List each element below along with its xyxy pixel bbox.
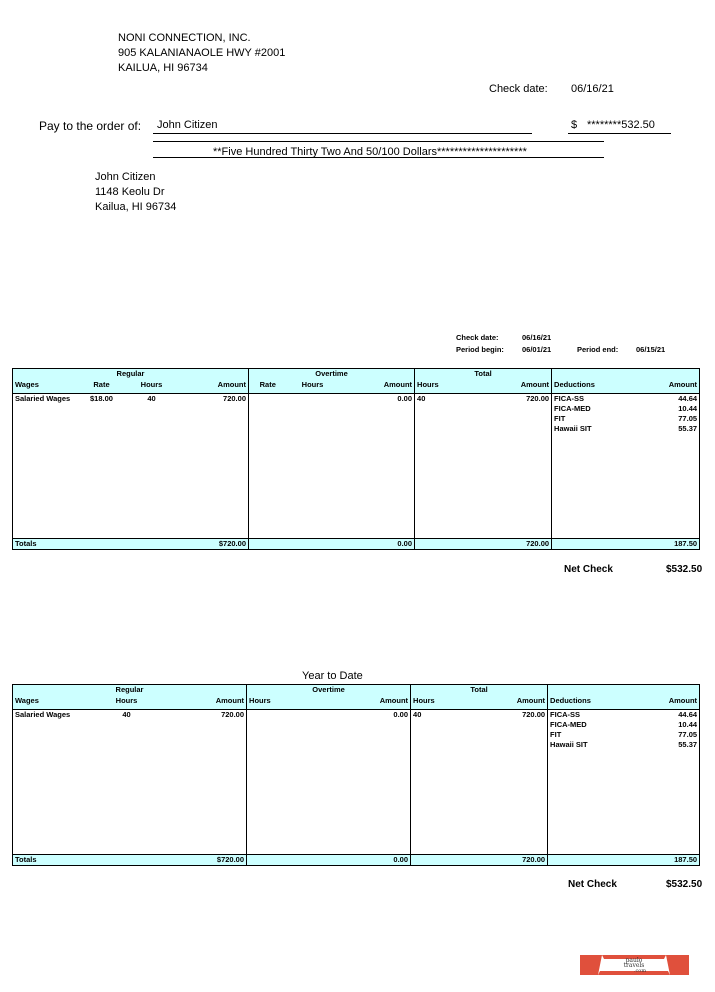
overtime-group-header: Overtime [249, 369, 415, 380]
period-begin-label: Period begin: [456, 345, 504, 354]
period-begin: 06/01/21 [522, 345, 552, 354]
table-row [13, 394, 700, 539]
amount-line [568, 133, 671, 134]
wage-type: Salaried Wages [15, 394, 71, 403]
check-date-value: 06/16/21 [571, 83, 614, 95]
col-ot-amount: Amount [339, 379, 415, 394]
ytd-totals-label: Totals [13, 855, 97, 866]
ytd-col-hours: Hours [97, 695, 157, 710]
list-item: FICA-SS 44.64 [550, 710, 698, 719]
payee-address-street: 1148 Keolu Dr [95, 186, 165, 198]
ytd-ot-amount: 0.00 [393, 710, 409, 719]
ytd-col-total-amount: Amount [461, 695, 548, 710]
col-total-hours: Hours [415, 379, 465, 394]
check-amount: ********532.50 [587, 119, 655, 131]
list-item: Hawaii SIT 55.37 [550, 740, 698, 749]
ytd-totals-total-amount: 720.00 [461, 855, 548, 866]
ot-amount: 0.00 [397, 394, 413, 403]
col-deductions: Deductions [552, 379, 632, 394]
stub-check-date-label: Check date: [456, 333, 499, 342]
ytd-earnings-table [12, 684, 700, 866]
dollar-sign: $ [571, 119, 578, 131]
watermark-logo [580, 953, 689, 977]
payee-address-name: John Citizen [95, 171, 156, 183]
ytd-net-check-label: Net Check [568, 879, 617, 890]
col-hours: Hours [127, 379, 177, 394]
period-end: 06/15/21 [636, 345, 666, 354]
check-date-label: Check date: [489, 83, 548, 95]
ytd-col-ot-amount: Amount [309, 695, 411, 710]
ytd-title: Year to Date [302, 670, 363, 682]
ytd-col-amount: Amount [157, 695, 247, 710]
list-item: FIT 77.05 [554, 414, 698, 423]
ytd-wage-type: Salaried Wages [15, 710, 71, 719]
wage-rate: $18.00 [90, 394, 113, 403]
regular-group-header: Regular [13, 369, 249, 380]
list-item: Hawaii SIT 55.37 [554, 424, 698, 433]
list-item: FICA-SS 44.64 [554, 394, 698, 403]
svg-text:paulo: paulo [625, 957, 643, 964]
payee-address-city: Kailua, HI 96734 [95, 201, 177, 213]
amount-words-top-line [153, 141, 604, 142]
ytd-col-deductions: Deductions [548, 695, 632, 710]
totals-deductions: 187.50 [632, 539, 700, 550]
ytd-totals-amount: $720.00 [157, 855, 247, 866]
net-check-amount: $532.50 [666, 564, 703, 575]
amount-words-bottom-line [153, 157, 604, 158]
pay-to-label: Pay to the order of: [39, 119, 142, 133]
stub-check-date: 06/16/21 [522, 333, 552, 342]
company-address-line2: KAILUA, HI 96734 [118, 62, 208, 74]
ytd-col-wages: Wages [13, 695, 97, 710]
totals-amount: $720.00 [177, 539, 249, 550]
deductions-list [552, 394, 700, 539]
company-name: NONI CONNECTION, INC. [118, 32, 251, 44]
ytd-totals-deductions: 187.50 [632, 855, 700, 866]
ytd-wage-amount: 720.00 [221, 710, 245, 719]
list-item: FICA-MED 10.44 [554, 404, 698, 413]
col-total-amount: Amount [465, 379, 552, 394]
ytd-col-deduction-amount: Amount [632, 695, 700, 710]
table-row [13, 710, 700, 855]
total-group-header: Total [415, 369, 552, 380]
col-amount: Amount [177, 379, 249, 394]
net-check-label: Net Check [564, 564, 613, 575]
ytd-total-hours: 40 [411, 710, 461, 855]
ytd-col-ot-hours: Hours [247, 695, 309, 710]
list-item: FIT 77.05 [550, 730, 698, 739]
ytd-total-amount: 720.00 [522, 710, 546, 719]
ytd-net-check-amount: $532.50 [666, 879, 703, 890]
col-ot-hours: Hours [287, 379, 339, 394]
list-item: FICA-MED 10.44 [550, 720, 698, 729]
ytd-overtime-group-header: Overtime [247, 685, 411, 696]
totals-ot-amount: 0.00 [339, 539, 415, 550]
col-wages: Wages [13, 379, 77, 394]
ytd-deductions-list [548, 710, 700, 855]
col-deduction-amount: Amount [632, 379, 700, 394]
totals-total-amount: 720.00 [465, 539, 552, 550]
col-rate: Rate [77, 379, 127, 394]
ytd-wage-hours: 40 [122, 710, 131, 719]
amount-in-words: **Five Hundred Thirty Two And 50/100 Dollars********************* [213, 146, 527, 158]
payee-name: John Citizen [157, 119, 218, 131]
total-amount: 720.00 [526, 394, 550, 403]
svg-text:travels: travels [623, 962, 645, 969]
current-earnings-table [12, 368, 700, 550]
period-end-label: Period end: [577, 345, 619, 354]
company-address-line1: 905 KALANIANAOLE HWY #2001 [118, 47, 286, 59]
svg-text:.com: .com [633, 968, 647, 974]
col-ot-rate: Rate [249, 379, 287, 394]
wage-amount: 720.00 [223, 394, 246, 403]
ytd-col-total-hours: Hours [411, 695, 461, 710]
ytd-total-group-header: Total [411, 685, 548, 696]
totals-label: Totals [13, 539, 77, 550]
total-hours: 40 [415, 394, 465, 539]
ytd-totals-ot-amount: 0.00 [309, 855, 411, 866]
ytd-regular-group-header: Regular [13, 685, 247, 696]
wage-hours: 40 [147, 394, 156, 403]
payee-line [153, 133, 532, 134]
